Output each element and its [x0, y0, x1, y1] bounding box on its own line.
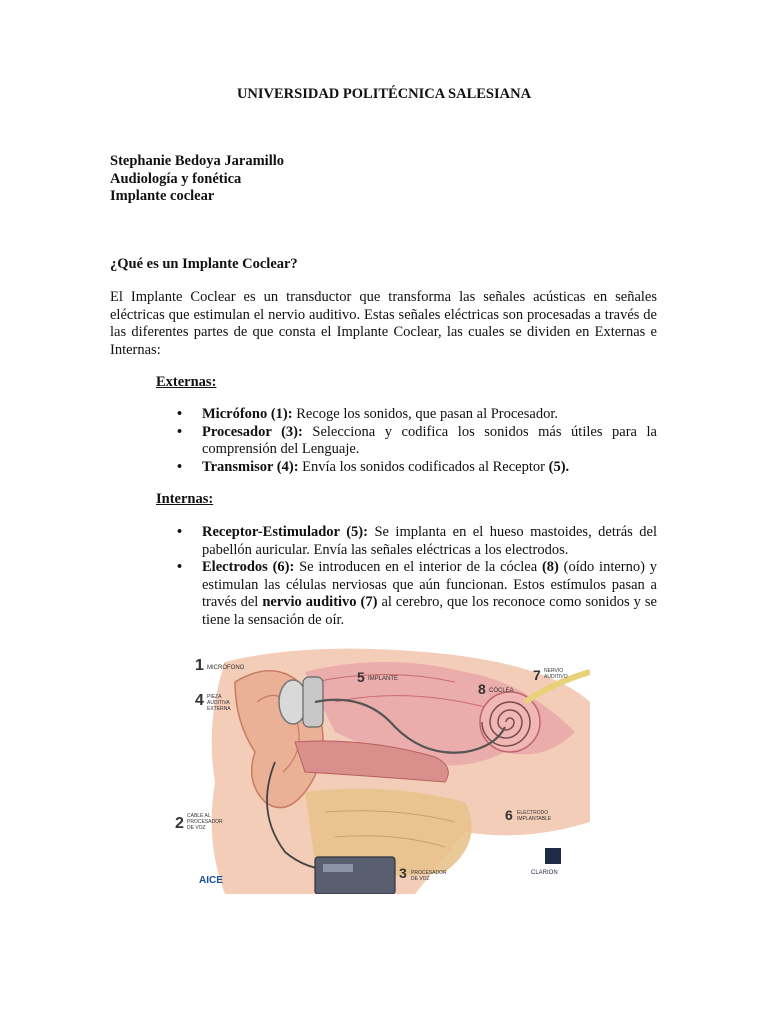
label-7-text-2: AUDITIVO [544, 674, 568, 680]
label-4-text-3: EXTERNA [207, 706, 231, 712]
externas-heading: Externas: [156, 374, 217, 390]
label-6-number: 6 [505, 807, 513, 823]
label-3-number: 3 [399, 865, 407, 881]
bullet-icon: • [177, 406, 183, 422]
externas-list [156, 406, 657, 476]
bullet-icon: • [177, 423, 183, 440]
author-block [110, 153, 284, 206]
label-2-text-1: CABLE AL [187, 813, 211, 819]
bullet-icon: • [177, 458, 183, 475]
list-item [156, 424, 657, 459]
aice-logo: AICE [199, 875, 223, 886]
label-5-number: 5 [357, 669, 365, 685]
label-4-number: 4 [195, 692, 204, 709]
topic-name: Implante coclear [110, 188, 215, 204]
section-question: ¿Qué es un Implante Coclear? [110, 256, 298, 272]
internas-heading: Internas: [156, 491, 214, 507]
cochlear-implant-figure [165, 642, 590, 894]
label-2-number: 2 [175, 815, 184, 832]
label-3-text-1: PROCESADOR [411, 870, 447, 876]
label-3-text-2: DE VOZ [411, 876, 430, 882]
label-7-text-1: NERVIO [544, 668, 564, 674]
label-7-number: 7 [533, 667, 541, 683]
label-6-text-2: IMPLANTABLE [517, 816, 552, 822]
item-term: Procesador (3): [202, 423, 303, 440]
course-name: Audiología y fonética [110, 170, 242, 187]
internas-list [156, 524, 657, 630]
list-item [156, 524, 657, 559]
label-1-text: MICRÓFONO [207, 665, 245, 671]
item-term: Electrodos (6): [202, 559, 295, 576]
bullet-icon: • [177, 524, 183, 540]
label-4-text-2: AUDITIVA [207, 700, 230, 706]
intro-paragraph: El Implante Coclear es un transductor que transforma las señales acústicas en señales eléctricas que estimulan el nervio auditivo. Estas señales eléctricas son procesadas a través de las diferentes partes de que consta el Implante Coclear, las cuales se dividen en Externas e Internas: [110, 289, 657, 358]
item-term-c: nervio auditivo (7) [262, 594, 378, 611]
cochlear-implant-illustration [165, 642, 590, 894]
label-8-number: 8 [478, 681, 486, 697]
item-term: Receptor-Estimulador (5): [202, 524, 368, 540]
label-6-text-1: ELECTRODO [517, 810, 549, 816]
item-text: Recoge los sonidos, que pasan al Procesador. [292, 406, 558, 422]
item-term-end: (5). [548, 458, 570, 475]
author-name: Stephanie Bedoya Jaramillo [110, 153, 285, 169]
item-term: Micrófono (1): [202, 406, 293, 422]
label-8-text: CÓCLEA [489, 688, 514, 694]
item-text: (oído interno) y estimulan las células nerviosas que aún funcionan. Estos estímulos pasan a través del [202, 559, 657, 611]
list-item [156, 406, 657, 424]
item-text: Envía los sonidos codificados al Receptor [298, 458, 549, 475]
item-text: Selecciona y codifica los sonidos más útiles para la comprensión del Lenguaje. [202, 423, 657, 458]
label-4-text-1: PIEZA [207, 694, 222, 700]
item-text: al cerebro, que los reconoce como sonidos y se tiene la sensación de oír. [202, 594, 657, 628]
item-term-b: (8) [541, 559, 559, 576]
item-term: Transmisor (4): [202, 458, 299, 475]
label-5-text: IMPLANTE [368, 676, 399, 682]
item-text: Se implanta en el hueso mastoides, detrás del pabellón auricular. Envía las señales eléctricas a los electrodos. [202, 524, 657, 558]
clarion-logo-mark [545, 848, 561, 864]
label-1-number: 1 [195, 657, 204, 674]
list-item [156, 559, 657, 629]
item-text: Se introducen en el interior de la cóclea [294, 559, 542, 576]
clarion-logo: CLARION [531, 870, 558, 876]
university-heading: UNIVERSIDAD POLITÉCNICA SALESIANA [236, 86, 532, 102]
bullet-icon: • [177, 559, 183, 576]
label-2-text-3: DE VOZ [187, 825, 206, 831]
label-2-text-2: PROCESADOR [187, 819, 223, 825]
list-item [156, 459, 657, 477]
